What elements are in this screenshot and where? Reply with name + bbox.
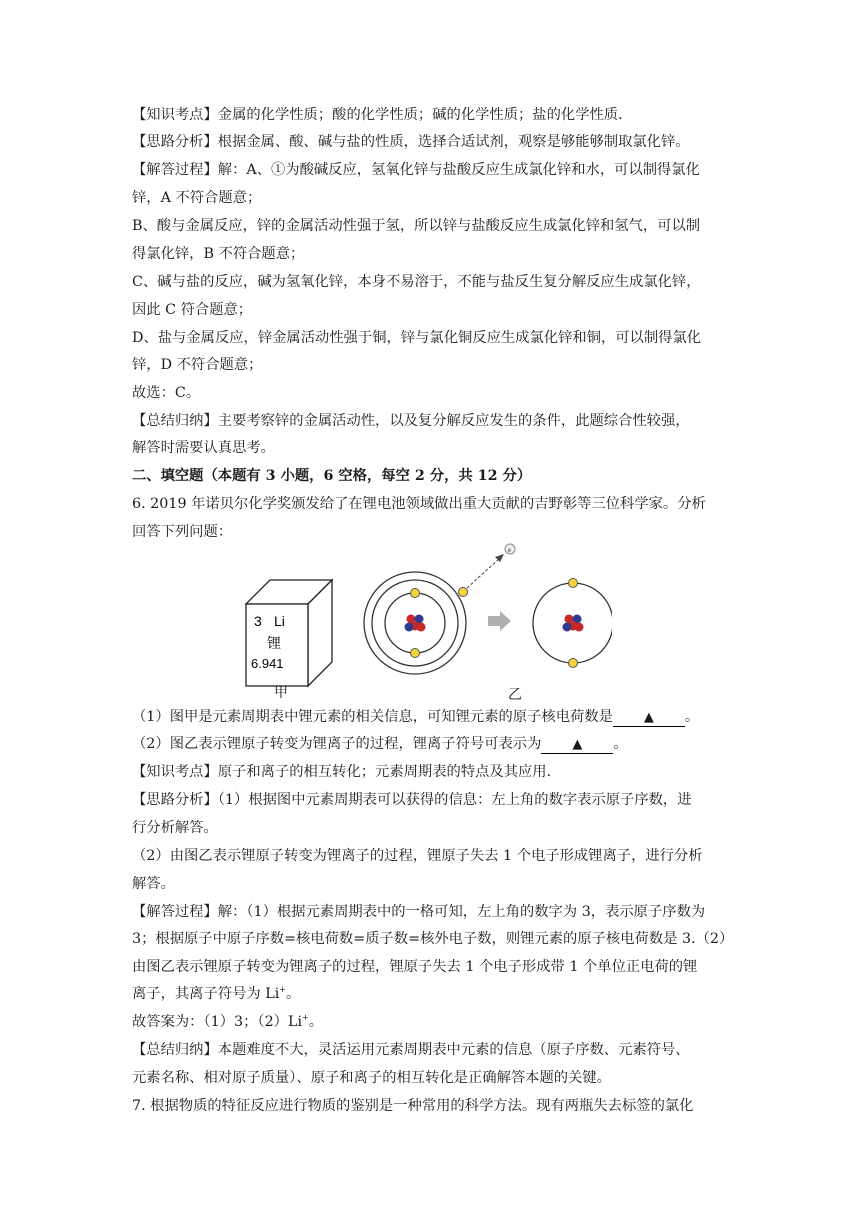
caption-yi: 乙 <box>508 687 522 703</box>
knowledge-points-2: 【知识考点】原子和离子的相互转化；元素周期表的特点及其应用． <box>132 764 561 780</box>
solution-2-line: 3；根据原子中原子序数=核电荷数=质子数=核外电子数，则锂元素的原子核电荷数是 3.（2） <box>132 931 734 947</box>
q2-end: 。 <box>613 736 628 752</box>
analysis-2-line: （2）由图乙表示锂原子转变为锂离子的过程，锂原子失去 1 个电子形成锂离子，进行分析 <box>132 848 703 864</box>
q2-text: （2）图乙表示锂原子转变为锂离子的过程，锂离子符号可表示为 <box>132 736 542 752</box>
cell-name: 锂 <box>267 636 281 652</box>
question-6-part-2 <box>132 734 737 754</box>
q1-end: 。 <box>684 709 700 725</box>
solution-1-line: 锌，A 不符合题意； <box>132 190 262 206</box>
cell-symbol: Li <box>274 613 285 629</box>
summary-2-line: 【总结归纳】本题难度不大，灵活运用元素周期表中元素的信息（原子序数、元素符号、 <box>132 1042 690 1058</box>
lithium-diagram <box>232 540 612 705</box>
solution-1-line: 得氯化锌，B 不符合题意； <box>132 246 305 262</box>
lithium-atom <box>364 544 515 674</box>
section-heading: 二、填空题（本题有 3 小题，6 空格，每空 2 分，共 12 分） <box>132 468 532 484</box>
lithium-figure <box>232 540 612 705</box>
solution-2-line <box>132 984 737 1004</box>
question-6-part-1 <box>132 707 737 727</box>
summary-1-line: 解答时需要认真思考。 <box>132 440 275 456</box>
summary-2-line: 元素名称、相对原子质量）、原子和离子的相互转化是正确解答本题的关键。 <box>132 1070 611 1086</box>
solution-1-line: D、盐与金属反应，锌金属活动性强于铜，锌与氯化铜反应生成氯化锌和铜，可以制得氯化 <box>132 330 702 346</box>
analysis-1: 【思路分析】根据金属、酸、碱与盐的性质，选择合适试剂，观察是够能够制取氯化锌。 <box>132 134 690 150</box>
analysis-2-line: 行分析解答。 <box>132 820 218 836</box>
question-6-stem: 6. 2019 年诺贝尔化学奖颁发给了在锂电池领域做出重大贡献的吉野彰等三位科学家。分析 <box>132 496 706 512</box>
lithium-ion <box>533 579 612 668</box>
caption-jia: 甲 <box>274 685 288 701</box>
answer-blank-2: ▲ <box>541 737 613 754</box>
solution-1-line: B、酸与金属反应，锌的金属活动性强于氢，所以锌与盐酸反应生成氯化锌和氢气，可以制 <box>132 218 701 234</box>
solution-1-line: 因此 C 符合题意； <box>132 302 253 318</box>
question-7-stem: 7. 根据物质的特征反应进行物质的鉴别是一种常用的科学方法。现有两瓶失去标签的氯化 <box>132 1098 694 1114</box>
cell-number: 3 <box>254 613 262 629</box>
transition-arrow <box>488 611 511 631</box>
answer-charge: + <box>302 1013 309 1023</box>
analysis-2-line: 解答。 <box>132 876 175 892</box>
solution-2-line: 【解答过程】解：（1）根据元素周期表中的一格可知，左上角的数字为 3，表示原子序数为 <box>132 904 706 920</box>
ion-text: 离子，其离子符号为 Li <box>132 986 280 1002</box>
answer-2 <box>132 1012 737 1032</box>
periodic-cell-cube <box>246 580 332 686</box>
solution-1-line: 【解答过程】解：A、①为酸碱反应，氢氧化锌与盐酸反应生成氯化锌和水，可以制得氯化 <box>132 162 700 178</box>
q1-text: （1）图甲是元素周期表中锂元素的相关信息，可知锂元素的原子核电荷数是 <box>132 709 613 725</box>
question-6-stem: 回答下列问题： <box>132 524 233 540</box>
ion-charge: + <box>279 985 286 995</box>
answer-end: 。 <box>308 1014 324 1030</box>
cell-mass: 6.941 <box>251 656 284 671</box>
answer-blank-1: ▲ <box>613 710 685 727</box>
knowledge-points-1: 【知识考点】金属的化学性质；酸的化学性质；碱的化学性质；盐的化学性质． <box>132 107 633 123</box>
solution-2-line: 由图乙表示锂原子转变为锂离子的过程，锂原子失去 1 个电子形成带 1 个单位正电荷的锂 <box>132 959 698 975</box>
electron-label: e <box>507 547 512 554</box>
summary-1-line: 【总结归纳】主要考察锌的金属活动性，以及复分解反应发生的条件，此题综合性较强， <box>132 413 690 429</box>
answer-1: 故选：C。 <box>132 385 201 401</box>
analysis-2-line: 【思路分析】（1）根据图中元素周期表可以获得的信息：左上角的数字表示原子序数，进 <box>132 792 692 808</box>
solution-1-line: C、碱与盐的反应，碱为氢氧化锌，本身不易溶于，不能与盐反生复分解反应生成氯化锌， <box>132 274 701 290</box>
answer-text: 故答案为：（1）3；（2）Li <box>132 1014 303 1030</box>
ion-end: 。 <box>286 986 301 1002</box>
solution-1-line: 锌，D 不符合题意； <box>132 357 263 373</box>
